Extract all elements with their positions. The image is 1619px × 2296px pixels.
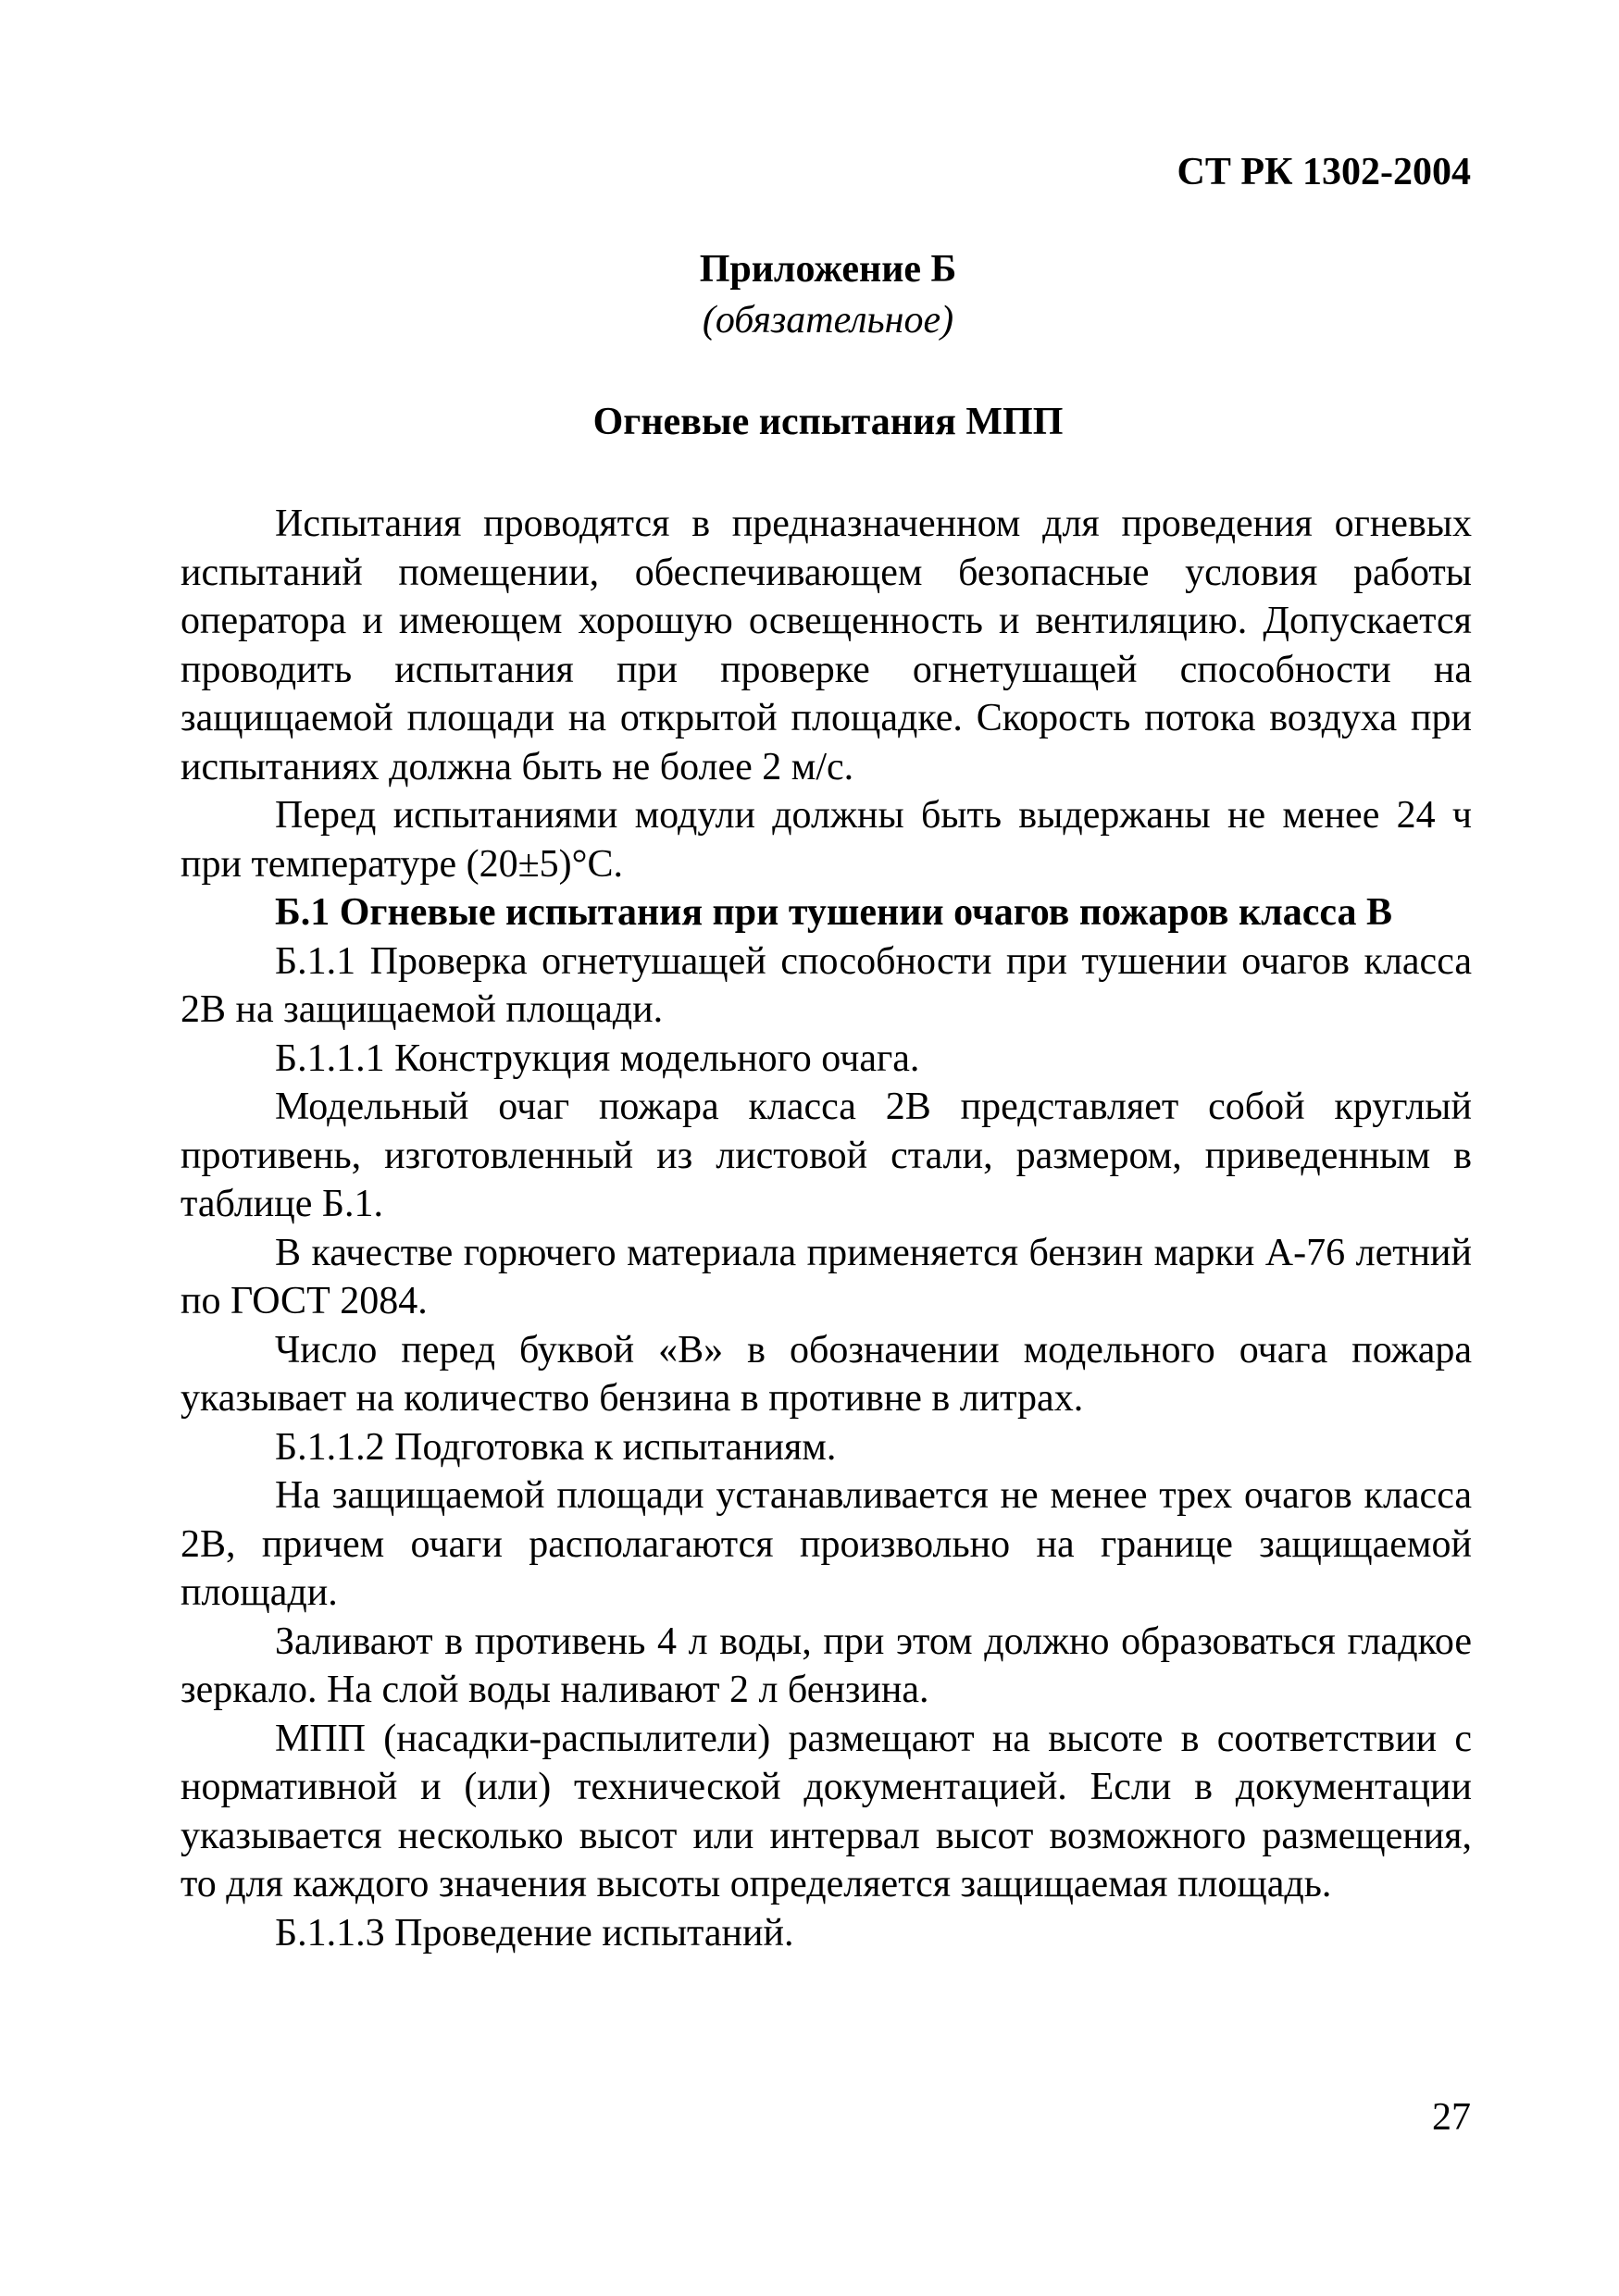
appendix-status: (обязательное) xyxy=(702,299,954,341)
paragraph: В качестве горючего материала применяется бензин марки А-76 летний по ГОСТ 2084. xyxy=(181,1231,1472,1322)
paragraph: Б.1.1.3 Проведение испытаний. xyxy=(275,1911,794,1955)
paragraph: Перед испытаниями модули должны быть выдержаны не менее 24 ч при температуре (20±5)°С. xyxy=(181,794,1472,886)
paragraph: Заливают в противень 4 л воды, при этом должно образоваться гладкое зеркало. На слой воды наливают 2 л бензина. xyxy=(181,1620,1472,1711)
paragraph: Б.1.1.2 Подготовка к испытаниям. xyxy=(275,1425,837,1469)
paragraph: Число перед буквой «В» в обозначении модельного очага пожара указывает на количество бензина в противне в литрах. xyxy=(181,1328,1472,1420)
paragraph: МПП (насадки-распылители) размещают на высоте в соответствии с нормативной и (или) технической документацией. Если в документации указывается несколько высот или интервал высот возможного размещения, то для каждого значения высоты определяется защищаемая площадь. xyxy=(181,1717,1472,1905)
paragraph: Б.1.1.1 Конструкция модельного очага. xyxy=(275,1036,920,1080)
subsection-heading: Б.1 Огневые испытания при тушении очагов пожаров класса В xyxy=(275,891,1393,934)
paragraph: Модельный очаг пожара класса 2В представляет собой круглый противень, изготовленный из листовой стали, размером, приведенным в таблице Б.1. xyxy=(181,1086,1472,1225)
paragraph: Б.1.1 Проверка огнетушащей способности при тушении очагов класса 2В на защищаемой площади. xyxy=(181,939,1472,1031)
paragraph: Испытания проводятся в предназначенном для проведения огневых испытаний помещении, обеспечивающем безопасные условия работы оператора и имеющем хорошую освещенность и вентиляцию. Допускается проводить испытания при проверке огнетушащей способности на защищаемой площади на открытой площадке. Скорость потока воздуха при испытаниях должна быть не более 2 м/с. xyxy=(181,503,1472,788)
body-text xyxy=(181,500,1472,1957)
paragraph: На защищаемой площади устанавливается не менее трех очагов класса 2В, причем очаги располагаются произвольно на границе защищаемой площади. xyxy=(181,1474,1472,1614)
appendix-title: Приложение Б xyxy=(699,248,957,291)
page-number: 27 xyxy=(1432,2096,1471,2139)
section-heading: Огневые испытания МПП xyxy=(592,401,1064,443)
document-code: СТ РК 1302-2004 xyxy=(1177,151,1471,193)
